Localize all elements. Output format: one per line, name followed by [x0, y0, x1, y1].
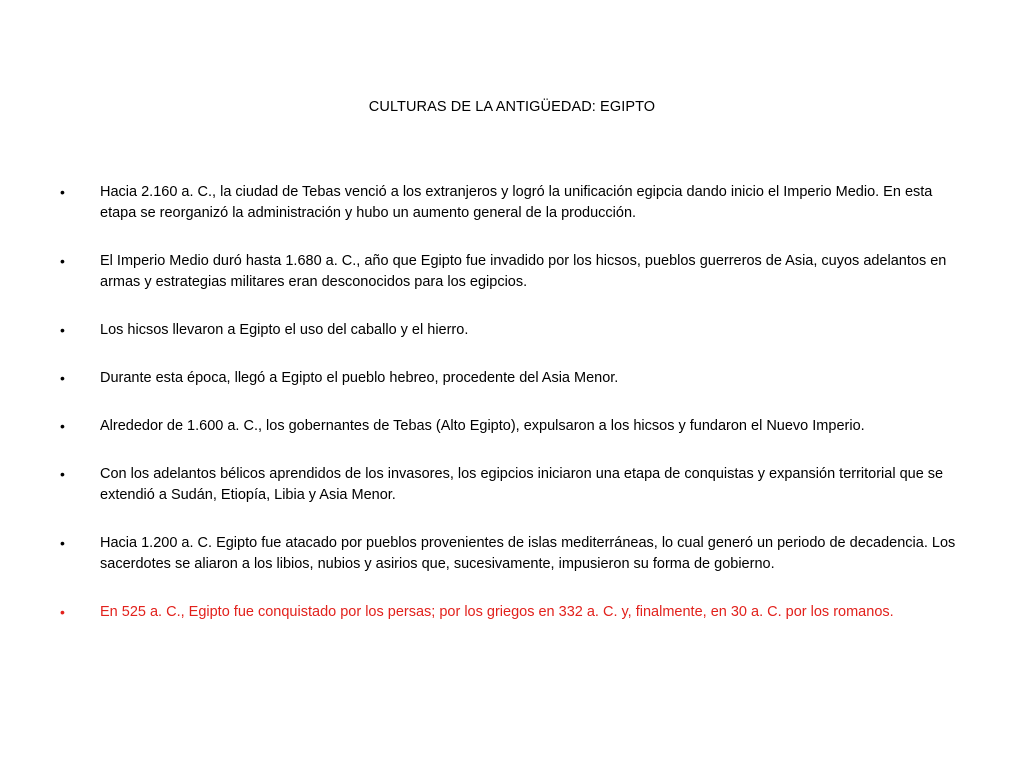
- bullet-item: [60, 368, 960, 389]
- bullet-item: [60, 182, 960, 224]
- bullet-item: [60, 533, 960, 575]
- bullet-item: [60, 251, 960, 293]
- bullet-text: Hacia 1.200 a. C. Egipto fue atacado por pueblos provenientes de islas mediterráneas, lo cual generó un periodo de decadencia. Los sacerdotes se aliaron a los libios, nubios y asirios que, sucesivamente, impusieron su forma de gobierno.: [100, 535, 956, 572]
- bullet-item: [60, 416, 960, 437]
- bullet-text: El Imperio Medio duró hasta 1.680 a. C., año que Egipto fue invadido por los hicsos, pueblos guerreros de Asia, cuyos adelantos en armas y estrategias militares eran desconocidos para los egipcios.: [100, 253, 947, 290]
- bullet-icon: •: [60, 604, 65, 620]
- bullet-icon: •: [60, 370, 65, 386]
- slide-title: CULTURAS DE LA ANTIGÜEDAD: EGIPTO: [368, 99, 656, 115]
- bullet-item-highlighted: [60, 602, 960, 623]
- bullet-icon: •: [60, 253, 65, 269]
- bullet-icon: •: [60, 322, 65, 338]
- bullet-icon: •: [60, 466, 65, 482]
- bullet-icon: •: [60, 418, 65, 434]
- bullet-text: En 525 a. C., Egipto fue conquistado por los persas; por los griegos en 332 a. C. y, finalmente, en 30 a. C. por los romanos.: [100, 604, 894, 620]
- bullet-list: [60, 182, 960, 650]
- bullet-icon: •: [60, 184, 65, 200]
- bullet-text: Con los adelantos bélicos aprendidos de los invasores, los egipcios iniciaron una etapa de conquistas y expansión territorial que se extendió a Sudán, Etiopía, Libia y Asia Menor.: [100, 466, 944, 503]
- bullet-item: [60, 464, 960, 506]
- bullet-text: Los hicsos llevaron a Egipto el uso del caballo y el hierro.: [100, 322, 469, 338]
- bullet-item: [60, 320, 960, 341]
- bullet-text: Durante esta época, llegó a Egipto el pueblo hebreo, procedente del Asia Menor.: [100, 370, 619, 386]
- bullet-icon: •: [60, 535, 65, 551]
- bullet-text: Alrededor de 1.600 a. C., los gobernantes de Tebas (Alto Egipto), expulsaron a los hicsos y fundaron el Nuevo Imperio.: [100, 418, 865, 434]
- bullet-text: Hacia 2.160 a. C., la ciudad de Tebas venció a los extranjeros y logró la unificación egipcia dando inicio el Imperio Medio. En esta etapa se reorganizó la administración y hubo un aumento general de la producción.: [100, 184, 933, 221]
